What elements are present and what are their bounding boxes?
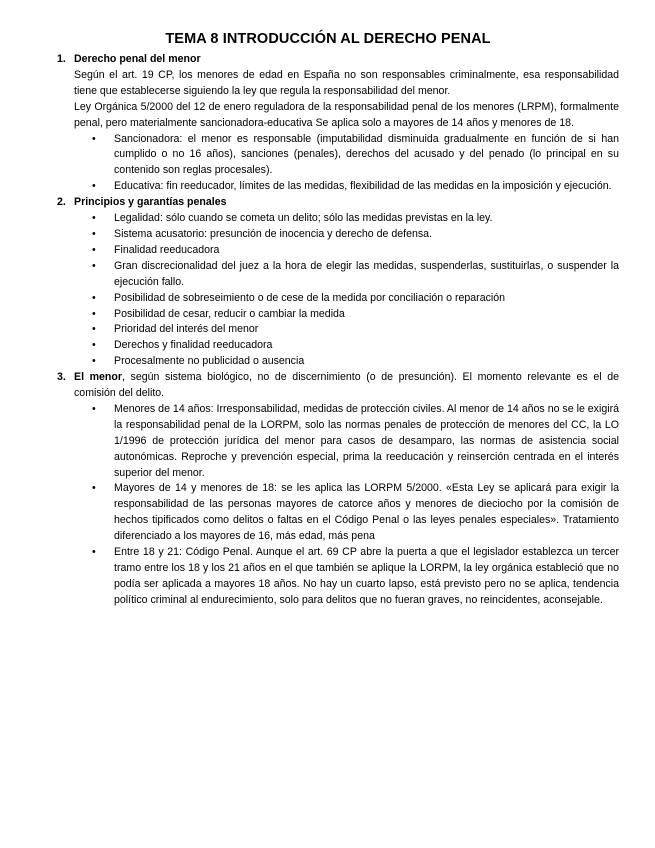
list-item-text: Menores de 14 años: Irresponsabilidad, medidas de protección civiles. Al menor de 14 años no se le exigirá la responsabilidad penal de la LORPM, solo las normas penales de protección de menores del CC, la LO 1/1996 de protección jurídica del menor para casos de desamparo, las normas de asistencia social autonómicas. Reproche y prevención especial, prima la reeducación y reinserción centrada en el interés superior del menor. [114, 402, 619, 479]
list-item-text: Prioridad del interés del menor [114, 323, 259, 336]
section-derecho-penal-menor [57, 52, 619, 195]
section-heading: Principios y garantías penales [74, 196, 227, 209]
bullet-list [74, 211, 619, 370]
list-item [74, 545, 619, 609]
bullet-icon: • [92, 546, 96, 559]
list-item [74, 322, 619, 338]
bullet-icon: • [92, 482, 96, 495]
list-item [74, 291, 619, 307]
section-heading: Derecho penal del menor [74, 53, 201, 65]
paragraph: Ley Orgánica 5/2000 del 12 de enero reguladora de la responsabilidad penal de los menores (LRPM), formalmente penal, pero materialmente sancionadora-educativa Se aplica solo a mayores de 14 años y menores de 18. [74, 100, 619, 129]
list-item-text: Mayores de 14 y menores de 18: se les aplica las LORPM 5/2000. «Esta Ley se aplicará para exigir la responsabilidad de las personas mayores de catorce años y menores de dieciocho por la comisión de hechos tipificados como delitos o faltas en el Código Penal o las leyes penales especiales». Tratamiento diferenciado a los mayores de 16, más edad, más pena [114, 482, 619, 543]
bullet-list [74, 402, 619, 609]
list-item [74, 211, 619, 227]
bullet-icon: • [92, 259, 96, 272]
list-item [74, 179, 619, 195]
list-item-text: Procesalmente no publicidad o ausencia [114, 355, 305, 368]
list-item [74, 259, 619, 291]
bullet-icon: • [92, 243, 96, 256]
list-item [74, 481, 619, 545]
section-number: 3. [57, 371, 66, 384]
list-item-text: Entre 18 y 21: Código Penal. Aunque el art. 69 CP abre la puerta a que el legislador establezca un tercer tramo entre los 18 y los 21 años en el que también se aplique la LORPM, la ley orgánica estableció que no podía ser aplicada a mayores 18 años. No hay un cuarto lapso, está previsto pero no se aplica, tendencia político criminal al endurecimiento, solo para delitos que no fueran graves, no reincidentes, aconsejable. [114, 546, 619, 606]
bullet-icon: • [92, 339, 96, 352]
list-item [74, 402, 619, 482]
bullet-icon: • [92, 307, 96, 320]
list-item [74, 307, 619, 323]
bullet-list [74, 132, 619, 196]
list-item-text: Posibilidad de sobreseimiento o de cese de la medida por conciliación o reparación [114, 291, 506, 304]
bullet-icon: • [92, 212, 96, 225]
bullet-icon: • [92, 355, 96, 368]
section-number: 1. [57, 53, 66, 65]
paragraph: Según el art. 19 CP, los menores de edad en España no son responsables criminalmente, esa responsabilidad tiene que establecerse siguiendo la ley que regula la responsabilidad del menor. [74, 68, 619, 97]
list-item-text: Sancionadora: el menor es responsable (imputabilidad disminuida gradualmente en función de si han cumplido o no 16 años), sanciones (penales), derechos del acusado y del penado (lo principal en su contenido son reglas procesales). [114, 132, 619, 177]
bullet-icon: • [92, 291, 96, 304]
section-intro-text: , según sistema biológico, no de discernimiento (o de presunción). El momento relevante es el de comisión del delito. [74, 371, 619, 400]
list-item-text: Finalidad reeducadora [114, 243, 220, 256]
bullet-icon: • [92, 227, 96, 240]
section-list [57, 52, 619, 609]
list-item-text: Derechos y finalidad reeducadora [114, 339, 273, 352]
section-heading: El menor [74, 371, 122, 384]
list-item [74, 354, 619, 370]
list-item [74, 338, 619, 354]
list-item [74, 243, 619, 259]
list-item [74, 227, 619, 243]
bullet-icon: • [92, 323, 96, 336]
list-item-text: Legalidad: sólo cuando se cometa un delito; sólo las medidas previstas en la ley. [114, 212, 493, 225]
list-item-text: Educativa: fin reeducador, límites de las medidas, flexibilidad de las medidas en la imposición y ejecución. [114, 180, 612, 193]
list-item [74, 132, 619, 180]
section-intro [74, 370, 619, 402]
section-principios-garantias [57, 195, 619, 370]
list-item-text: Posibilidad de cesar, reducir o cambiar la medida [114, 307, 345, 320]
section-el-menor [57, 370, 619, 609]
bullet-icon: • [92, 180, 96, 193]
list-item-text: Gran discrecionalidad del juez a la hora de elegir las medidas, suspenderlas, sustituirlas, o suspender la ejecución fallo. [114, 259, 619, 288]
list-item-text: Sistema acusatorio: presunción de inocencia y derecho de defensa. [114, 227, 433, 240]
bullet-icon: • [92, 402, 96, 415]
bullet-icon: • [92, 132, 96, 145]
section-number: 2. [57, 196, 66, 209]
document-title: TEMA 8 INTRODUCCIÓN AL DERECHO PENAL [165, 31, 491, 47]
